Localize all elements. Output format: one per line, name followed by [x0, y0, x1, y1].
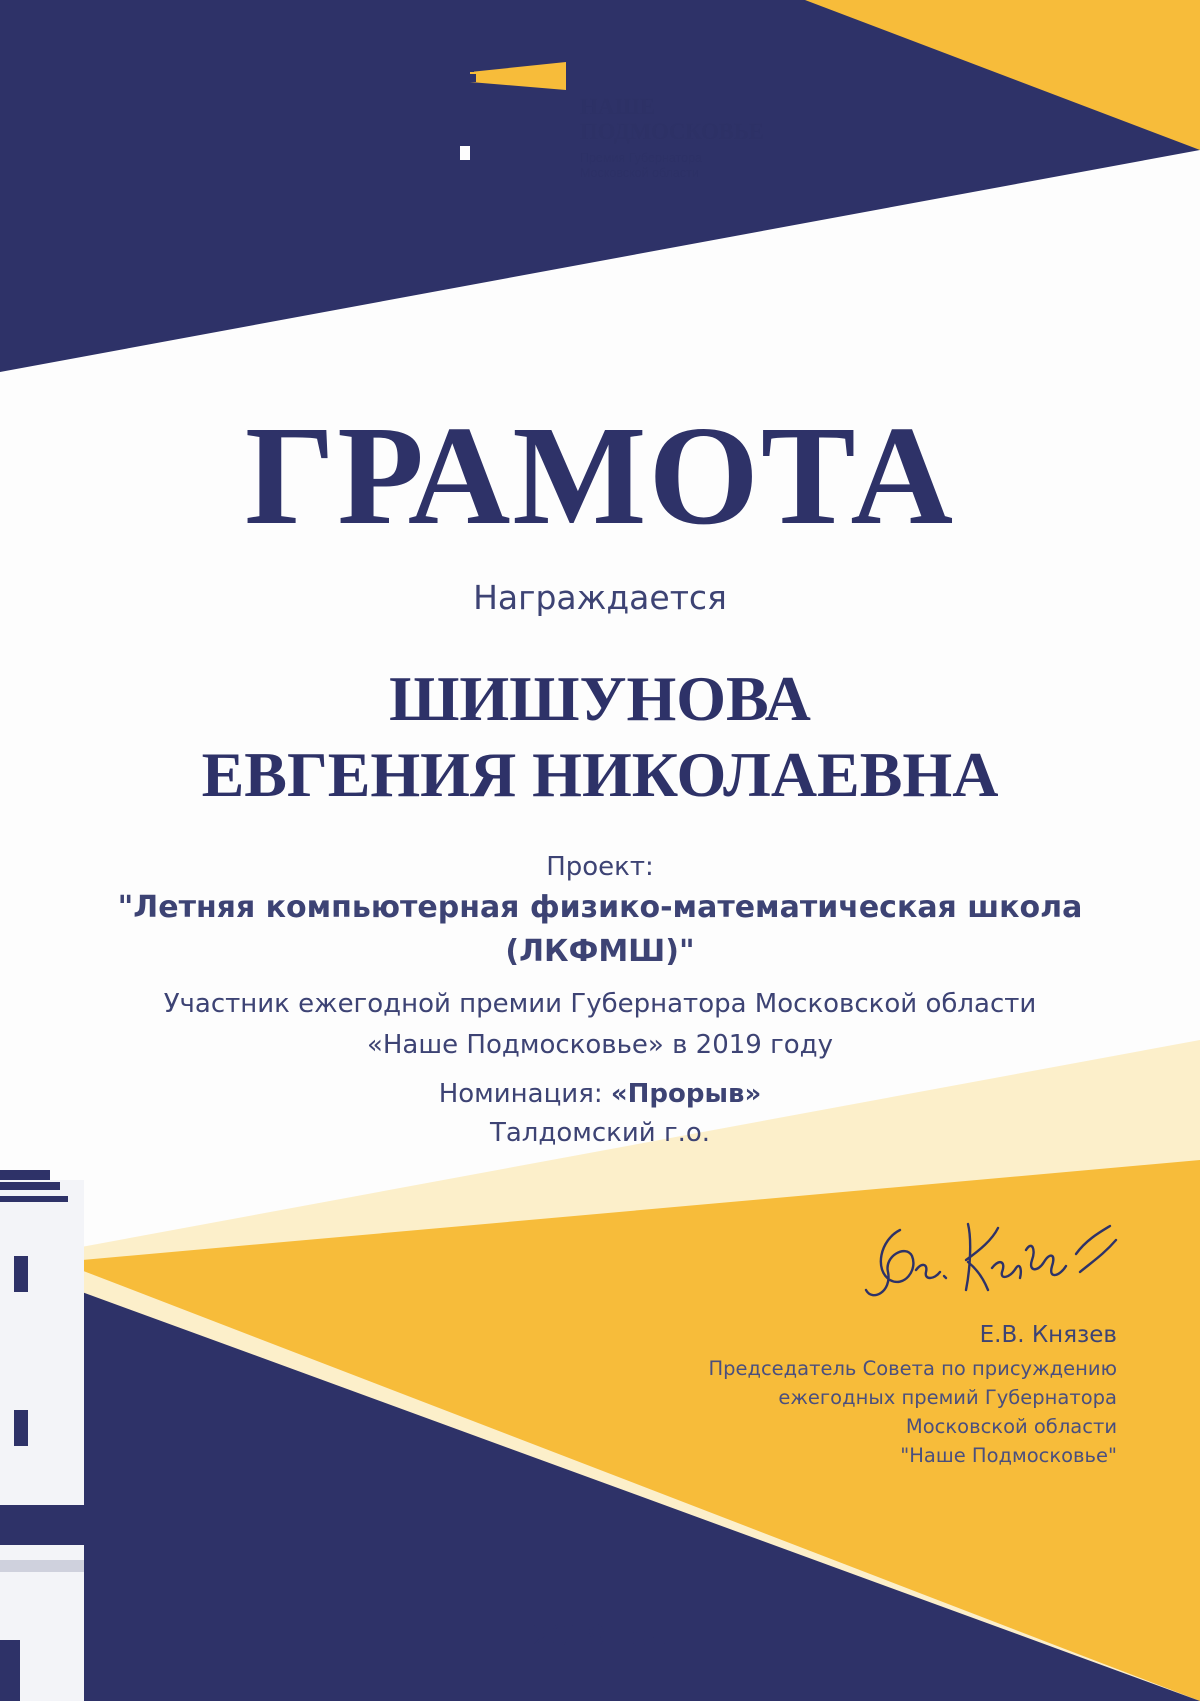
recipient-given-names: ЕВГЕНИЯ НИКОЛАЕВНА: [201, 739, 999, 810]
signatory-role-line2: ежегодных премий Губернатора: [778, 1386, 1117, 1409]
logo-name-line1: НАШЕ: [580, 94, 656, 119]
footer-year: 2019 год: [531, 1619, 669, 1653]
handwritten-signature: [860, 1210, 1130, 1320]
project-title-line2: (ЛКФМШ)": [505, 934, 695, 969]
signatory-name: Е.В. Князев: [979, 1322, 1117, 1348]
project-label: Проект:: [546, 852, 654, 882]
logo-subtitle-line2: Московской области: [580, 166, 699, 180]
region: Талдомский г.о.: [489, 1118, 711, 1148]
recipient-surname: ШИШУНОВА: [389, 663, 811, 734]
nomination-value: «Прорыв»: [610, 1079, 762, 1109]
signatory-role-line1: Председатель Совета по присуждению: [708, 1357, 1117, 1380]
participation-line1: Участник ежегодной премии Губернатора Московской области: [163, 989, 1037, 1019]
signatory-role-line3: Московской области: [905, 1415, 1117, 1438]
nomination: [0, 1076, 1200, 1112]
participation-line2: «Наше Подмосковье» в 2019 году: [366, 1030, 834, 1060]
logo-subtitle-line1: Премия Губернатора: [580, 151, 702, 165]
project-title-line1: "Летняя компьютерная физико-математическая школа: [117, 890, 1083, 925]
signatory-role-line4: "Наше Подмосковье": [900, 1444, 1117, 1467]
certificate-title: ГРАМОТА: [244, 396, 956, 554]
logo-name-line2: ПОДМОСКОВЬЕ: [580, 119, 764, 144]
awarded-label: Награждается: [473, 578, 727, 617]
nomination-label: Номинация:: [438, 1079, 603, 1109]
